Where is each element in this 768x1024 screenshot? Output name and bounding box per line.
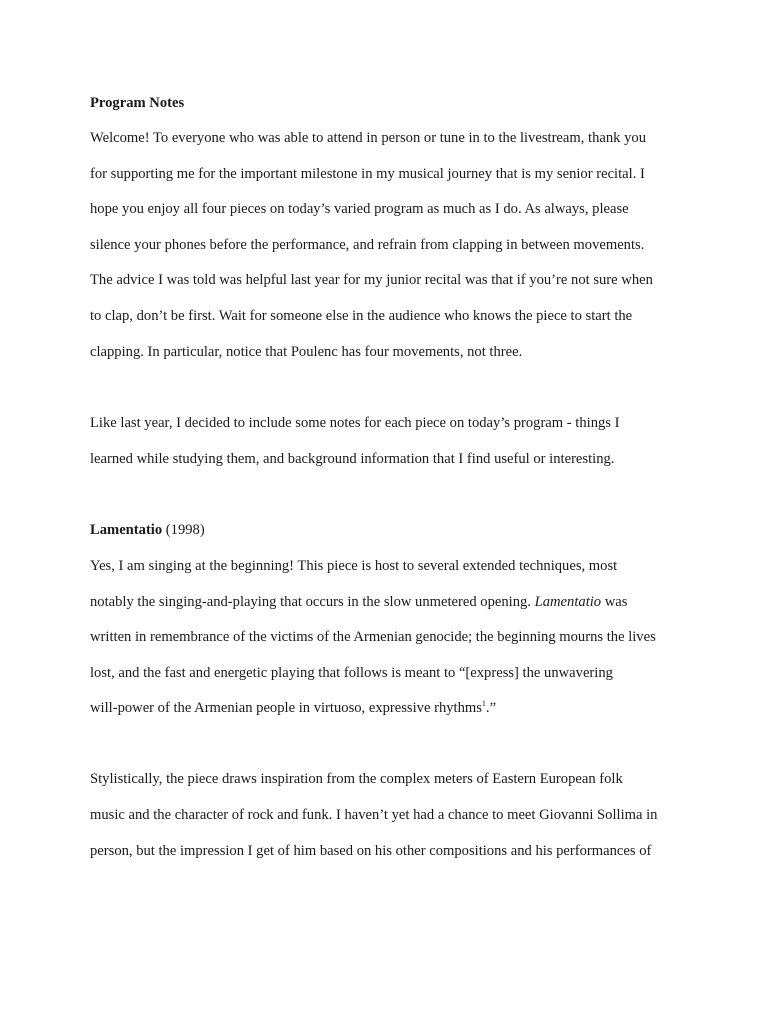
footnote-marker[interactable]: 1 <box>481 699 486 708</box>
notes-line: learned while studying them, and background information that I find useful or interesting. <box>90 451 615 467</box>
line-text: was <box>601 594 628 610</box>
intro-line: for supporting me for the important milestone in my musical journey that is my senior recital. I <box>90 166 645 182</box>
section-heading <box>90 521 205 539</box>
line-text: notably the singing-and-playing that occurs in the slow unmetered opening. <box>90 594 535 610</box>
lamentatio-line <box>90 593 627 611</box>
piece-title-italic: Lamentatio <box>534 594 602 610</box>
page-heading: Program Notes <box>90 95 185 111</box>
section-year: (1998) <box>162 522 205 538</box>
lamentatio-line <box>90 699 496 717</box>
lamentatio-line: Yes, I am singing at the beginning! This piece is host to several extended techniques, most <box>90 558 618 574</box>
section-title: Lamentatio <box>90 522 163 538</box>
style-line: music and the character of rock and funk. I haven’t yet had a chance to meet Giovanni Sollima in <box>90 807 658 823</box>
line-text: will-power of the Armenian people in virtuoso, expressive rhythms <box>90 700 482 716</box>
notes-line: Like last year, I decided to include some notes for each piece on today’s program - things I <box>90 415 620 431</box>
intro-line: hope you enjoy all four pieces on today’s varied program as much as I do. As always, please <box>90 201 629 217</box>
line-text: .” <box>485 700 497 716</box>
lamentatio-line: written in remembrance of the victims of the Armenian genocide; the beginning mourns the lives <box>90 629 656 645</box>
style-line: person, but the impression I get of him based on his other compositions and his performances of <box>90 843 652 859</box>
intro-line: to clap, don’t be first. Wait for someone else in the audience who knows the piece to start the <box>90 308 633 324</box>
intro-line: The advice I was told was helpful last year for my junior recital was that if you’re not sure when <box>90 272 653 288</box>
intro-line: Welcome! To everyone who was able to attend in person or tune in to the livestream, thank you <box>90 130 646 146</box>
intro-line: clapping. In particular, notice that Poulenc has four movements, not three. <box>90 344 523 360</box>
style-line: Stylistically, the piece draws inspiration from the complex meters of Eastern European folk <box>90 771 623 787</box>
intro-line: silence your phones before the performance, and refrain from clapping in between movements. <box>90 237 645 253</box>
lamentatio-line: lost, and the fast and energetic playing that follows is meant to “[express] the unwavering <box>90 665 613 681</box>
